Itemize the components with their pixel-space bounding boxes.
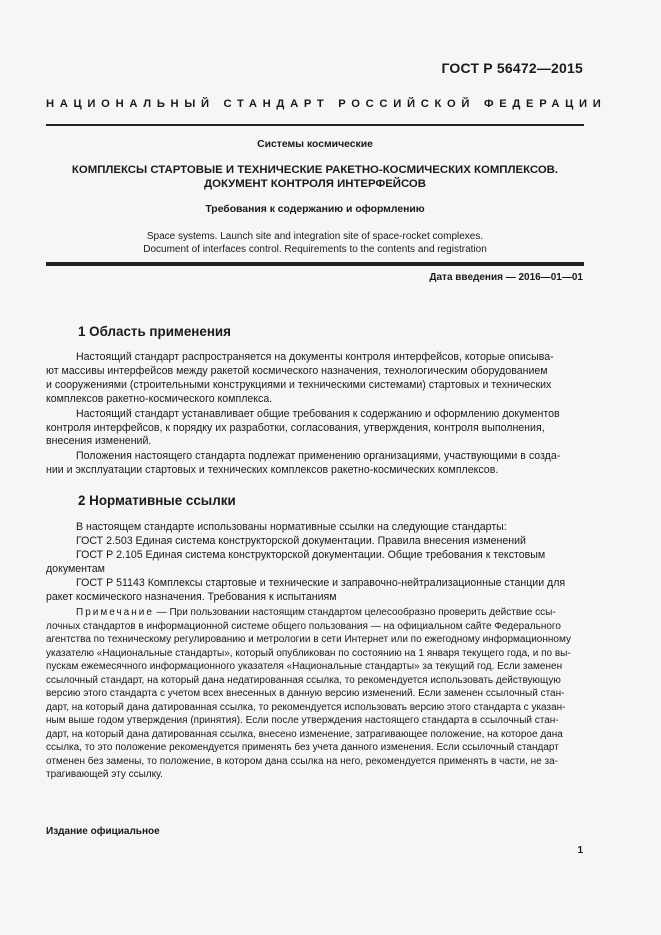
title-line-2: ДОКУМЕНТ КОНТРОЛЯ ИНТЕРФЕЙСОВ [203,178,427,190]
note-line: пускам ежемесячного информационного указателя «Национальные стандарты» за текущий год. Если заменен [46,661,563,672]
note-first-text: — При пользовании настоящим стандартом целесообразно проверить действие ссы- [153,607,556,618]
note-line: указателю «Национальные стандарты», который опубликован по состоянию на 1 января текущего года, и по вы- [46,647,571,659]
paragraph-line: ют массивы интерфейсов между ракетой космического назначения, технологическим оборудованием [46,364,548,377]
official-edition-label: Издание официальное [46,826,160,837]
note-line: ссылочный стандарт, на который дана недатированная ссылка, то рекомендуется использовать действующую [46,674,561,686]
english-line-2: Document of interfaces control. Requirements to the contents and registration [143,244,487,255]
note-line: отменен без замены, то положение, в котором дана ссылка на него, рекомендуется применять в части, не за- [46,755,558,767]
document-subtitle: Системы космические [257,139,373,150]
note-line: лочных стандартов в информационной системе общего пользования — на официальном сайте Федерального [46,620,561,632]
section-1-heading: 1 Область применения [78,324,231,339]
paragraph-line: внесения изменений. [46,435,152,448]
paragraph-line: Настоящий стандарт устанавливает общие требования к содержанию и оформлению документов [76,407,560,420]
note-line: агентства по техническому регулированию и метрологии в сети Интернет или по ежегодному информационному [46,634,571,645]
reference-gost-2-503: ГОСТ 2.503 Единая система конструкторской документации. Правила внесения изменений [76,534,526,547]
national-standard-heading: НАЦИОНАЛЬНЫЙ СТАНДАРТ РОССИЙСКОЙ ФЕДЕРАЦИИ [46,98,607,110]
note-line: версию этого стандарта с учетом всех внесенных в данную версию изменений. Если заменен ссылочный стан- [46,688,565,699]
paragraph-line: Положения настоящего стандарта подлежат применению организациями, участвующими в созда- [76,450,561,463]
document-title [46,163,584,191]
note-line: дарт, на который дана датированная ссылка, то рекомендуется использовать версию этого стандарта с указан- [46,701,566,713]
requirements-subtitle: Требования к содержанию и оформлению [205,204,425,215]
introduction-date: Дата введения — 2016—01—01 [429,272,583,283]
references-intro: В настоящем стандарте использованы нормативные ссылки на следующие стандарты: [76,521,507,533]
reference-continuation: ракет космического назначения. Требования к испытаниям [46,590,337,603]
note-line: трагивающей эту ссылку. [46,769,163,780]
page-number: 1 [577,845,583,856]
reference-continuation: документам [46,562,105,575]
thick-divider [46,262,584,266]
paragraph-line: и сооружениями (строительными конструкциями и техническими системами) стартовых и технических [46,378,552,391]
note-label: Примечание [76,607,154,618]
reference-gost-r-2-105: ГОСТ Р 2.105 Единая система конструкторской документации. Общие требования к текстовым [76,548,546,561]
note-line: дарт, на который дана датированная ссылка, внесено изменение, затрагивающее положение, на которое дана [46,728,563,740]
note-line: ным выше годом утверждения (принятия). Если после утверждения настоящего стандарта в ссылочный стан- [46,715,559,726]
section-2-heading: 2 Нормативные ссылки [78,493,236,508]
english-line-1: Space systems. Launch site and integration site of space-rocket complexes. [146,231,484,242]
note-first-line [46,606,584,620]
note-line: ссылка, то это положение рекомендуется применять без учета данного изменения. Если ссылочный стандарт [46,742,559,753]
paragraph-line: контроля интерфейсов, к порядку их разработки, согласования, утверждения, контроля выполнения, [46,421,545,434]
document-number: ГОСТ Р 56472—2015 [441,60,583,76]
paragraph-line: нии и эксплуатации стартовых и технических комплексов ракетно-космических комплексов. [46,464,499,477]
reference-gost-r-51143: ГОСТ Р 51143 Комплексы стартовые и технические и заправочно-нейтрализационные станции для [76,576,566,589]
section-1-body [46,351,584,478]
title-line-1: КОМПЛЕКСЫ СТАРТОВЫЕ И ТЕХНИЧЕСКИЕ РАКЕТНО-КОСМИЧЕСКИХ КОМПЛЕКСОВ. [71,164,559,176]
top-divider [46,124,584,126]
note-block [46,606,584,782]
section-2-body [46,521,584,604]
paragraph-line: комплексов ракетно-космического комплекса. [46,392,273,405]
paragraph-line: Настоящий стандарт распространяется на документы контроля интерфейсов, которые описыва- [76,351,554,363]
english-title [46,230,584,256]
